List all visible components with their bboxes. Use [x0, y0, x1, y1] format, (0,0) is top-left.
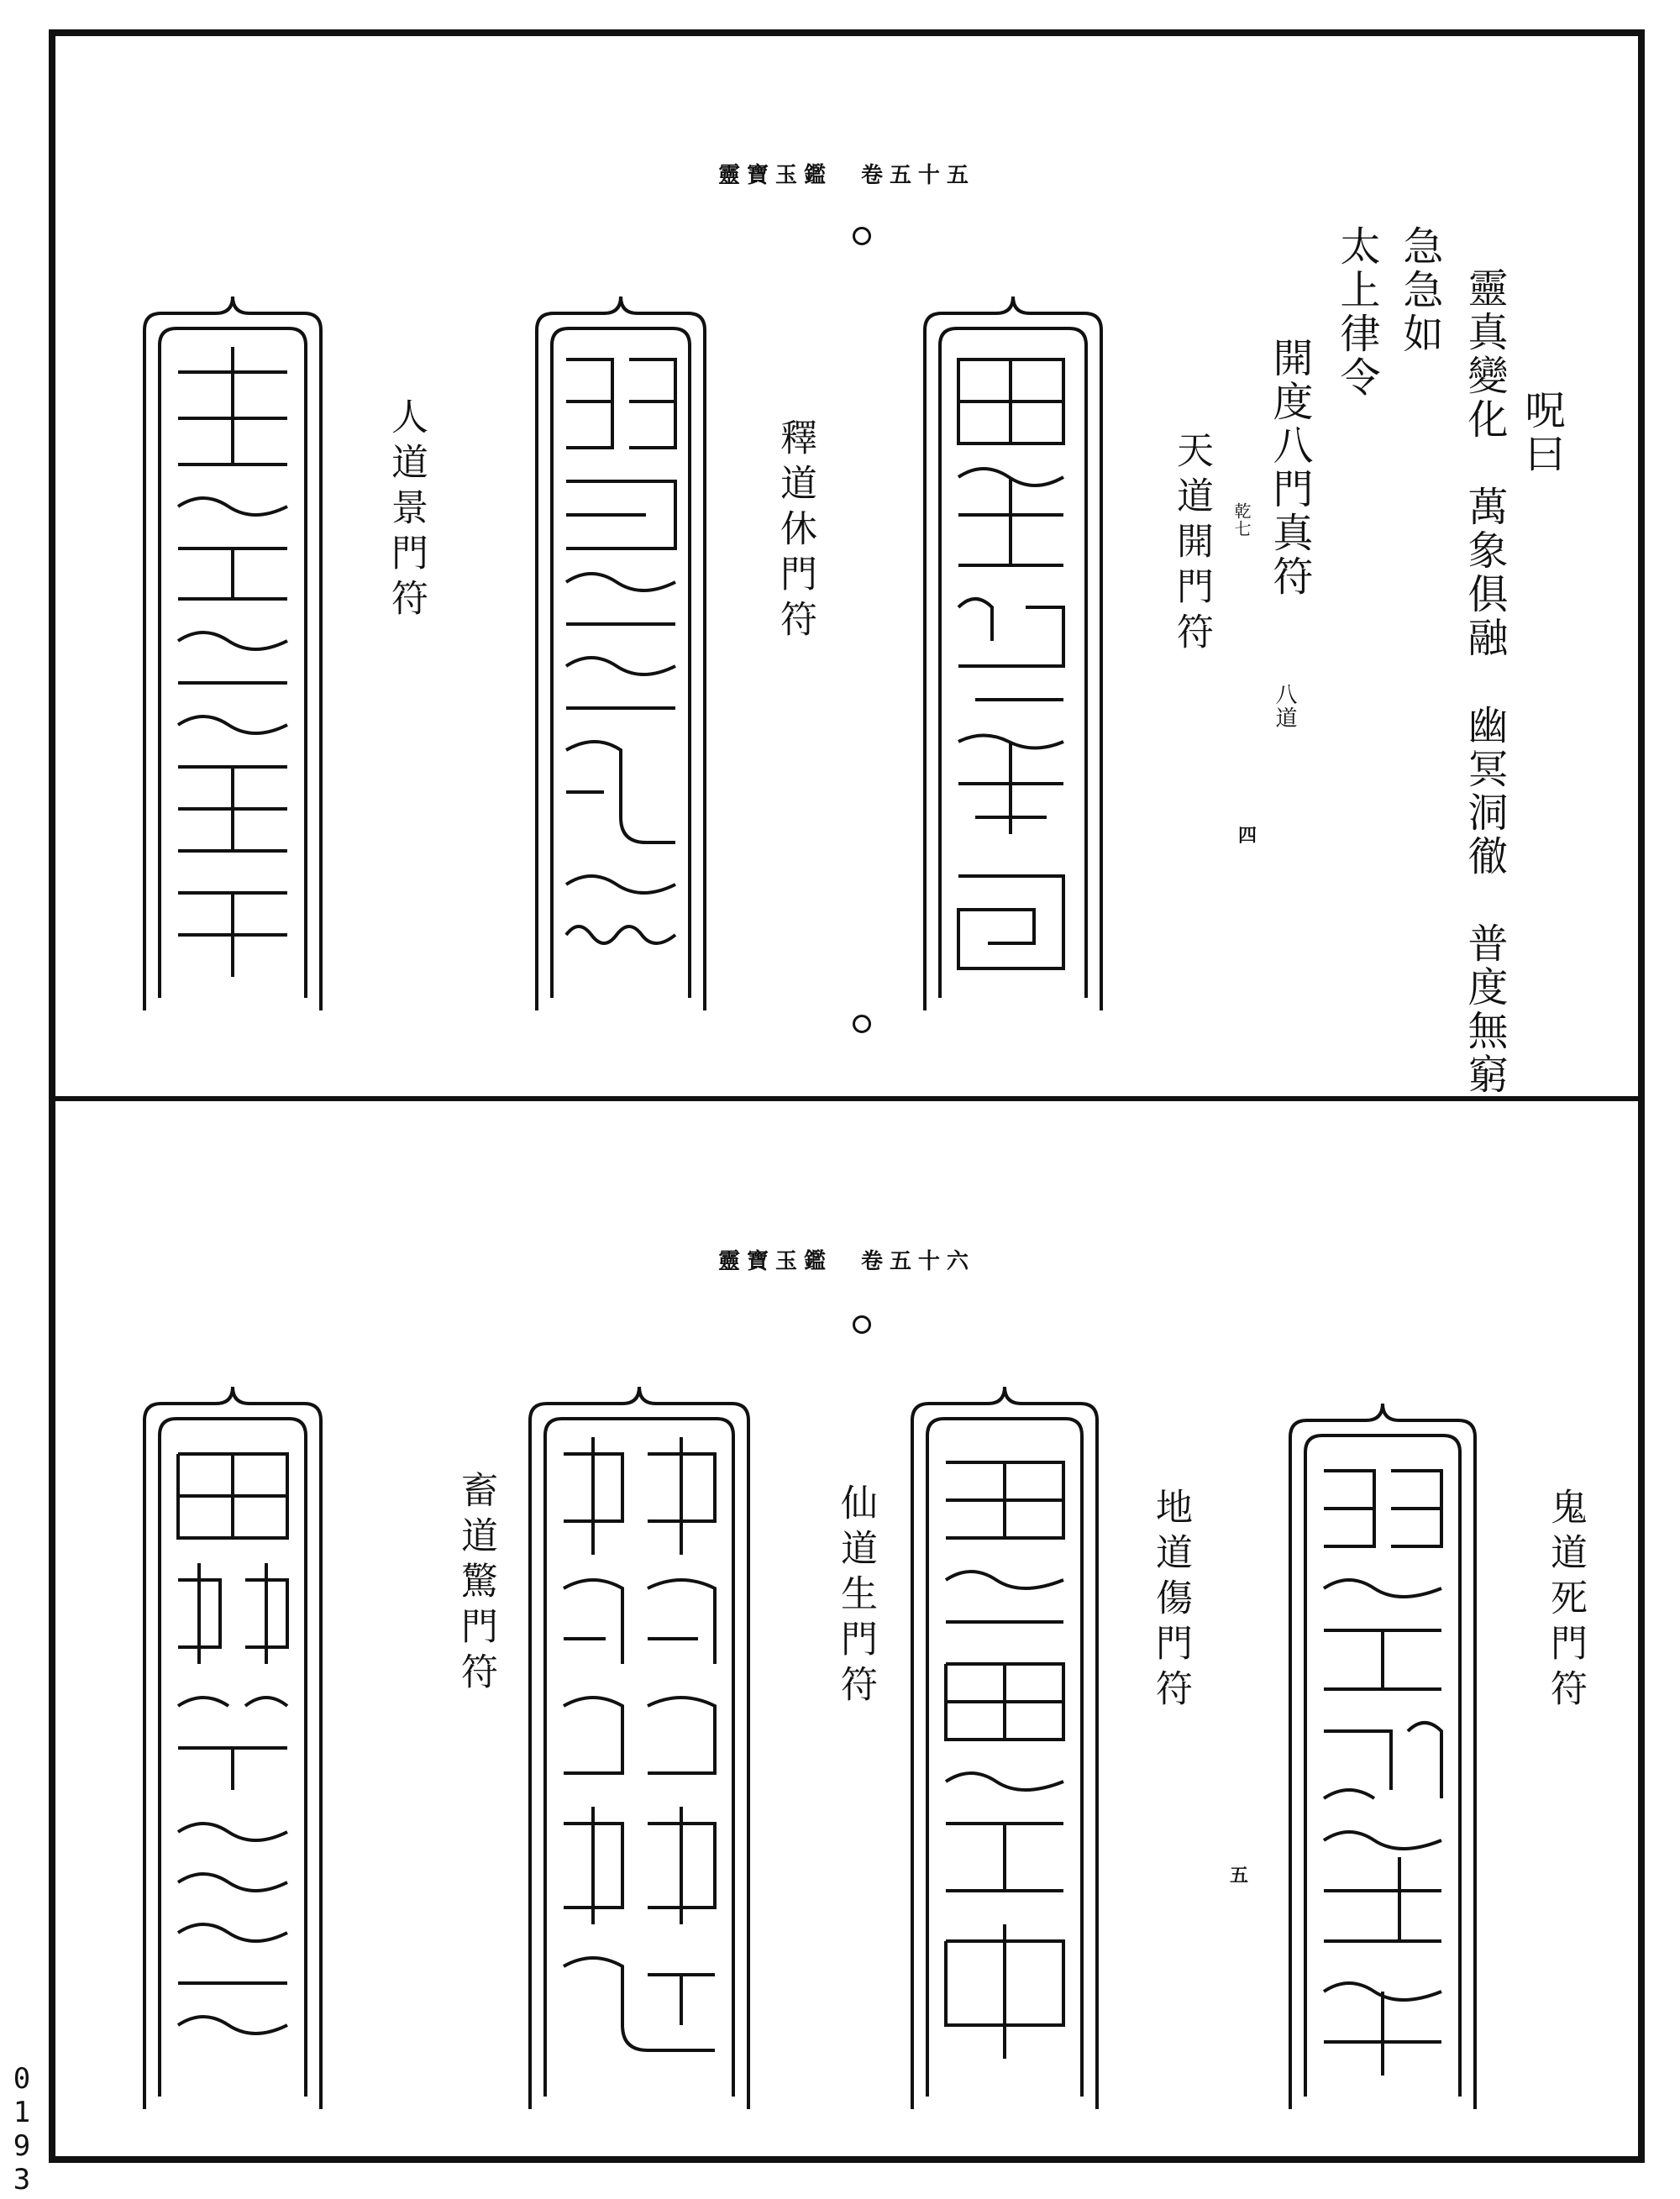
talisman-didao-shangmen	[895, 1387, 1114, 2109]
talisman-guidao-glyph	[1273, 1404, 1492, 2109]
top-running-header: 靈寶玉鑑 卷五十五	[717, 163, 975, 188]
talisman-shidao-xiumen	[520, 297, 722, 1010]
bottom-small-mark: 五	[1230, 1865, 1249, 1887]
talisman-rendao-jingmen	[128, 297, 338, 1010]
section-note: 八道	[1272, 683, 1297, 730]
talisman-label-didao: 地道傷門符	[1149, 1488, 1192, 1714]
incantation-line-3: 太上律令	[1333, 225, 1380, 400]
talisman-rendao-glyph	[128, 297, 338, 1010]
top-ring-mark	[853, 227, 871, 245]
talisman-label-guidao: 鬼道死門符	[1544, 1488, 1587, 1714]
talisman-chudao-glyph	[128, 1387, 338, 2109]
top-small-mark: 四	[1238, 825, 1257, 847]
talisman-label-xiandao: 仙道生門符	[834, 1483, 877, 1710]
section-title: 開度八門真符	[1266, 337, 1313, 599]
talisman-label-tiandao: 天道開門符	[1170, 431, 1213, 658]
talisman-label-rendao: 人道景門符	[385, 397, 428, 624]
bottom-panel	[55, 1101, 1638, 2156]
incantation-heading: 呪曰	[1518, 389, 1565, 476]
bottom-ring-mark	[853, 1315, 871, 1334]
talisman-xiandao-glyph	[513, 1387, 765, 2109]
talisman-tiandao-kaimen	[908, 297, 1118, 1010]
talisman-xiandao-shengmen	[513, 1387, 765, 2109]
talisman-guidao-simen	[1273, 1404, 1492, 2109]
talisman-note-tiandao: 乾七	[1231, 502, 1252, 538]
incantation-line-2: 急急如	[1396, 225, 1443, 356]
bottom-running-header: 靈寶玉鑑 卷五十六	[717, 1249, 975, 1274]
incantation-line-1: 靈真變化 萬象俱融 幽冥洞徹 普度無窮	[1461, 267, 1508, 1097]
top-ring-mark-lower	[853, 1015, 871, 1033]
talisman-label-chudao: 畜道驚門符	[454, 1471, 497, 1698]
side-page-number: 0 1 9 3	[13, 2062, 31, 2196]
top-panel	[55, 36, 1638, 1096]
talisman-tiandao-glyph	[908, 297, 1118, 1010]
talisman-didao-glyph	[895, 1387, 1114, 2109]
talisman-chudao-jingmen	[128, 1387, 338, 2109]
talisman-label-shidao: 釋道休門符	[774, 418, 816, 645]
talisman-shidao-glyph	[520, 297, 722, 1010]
